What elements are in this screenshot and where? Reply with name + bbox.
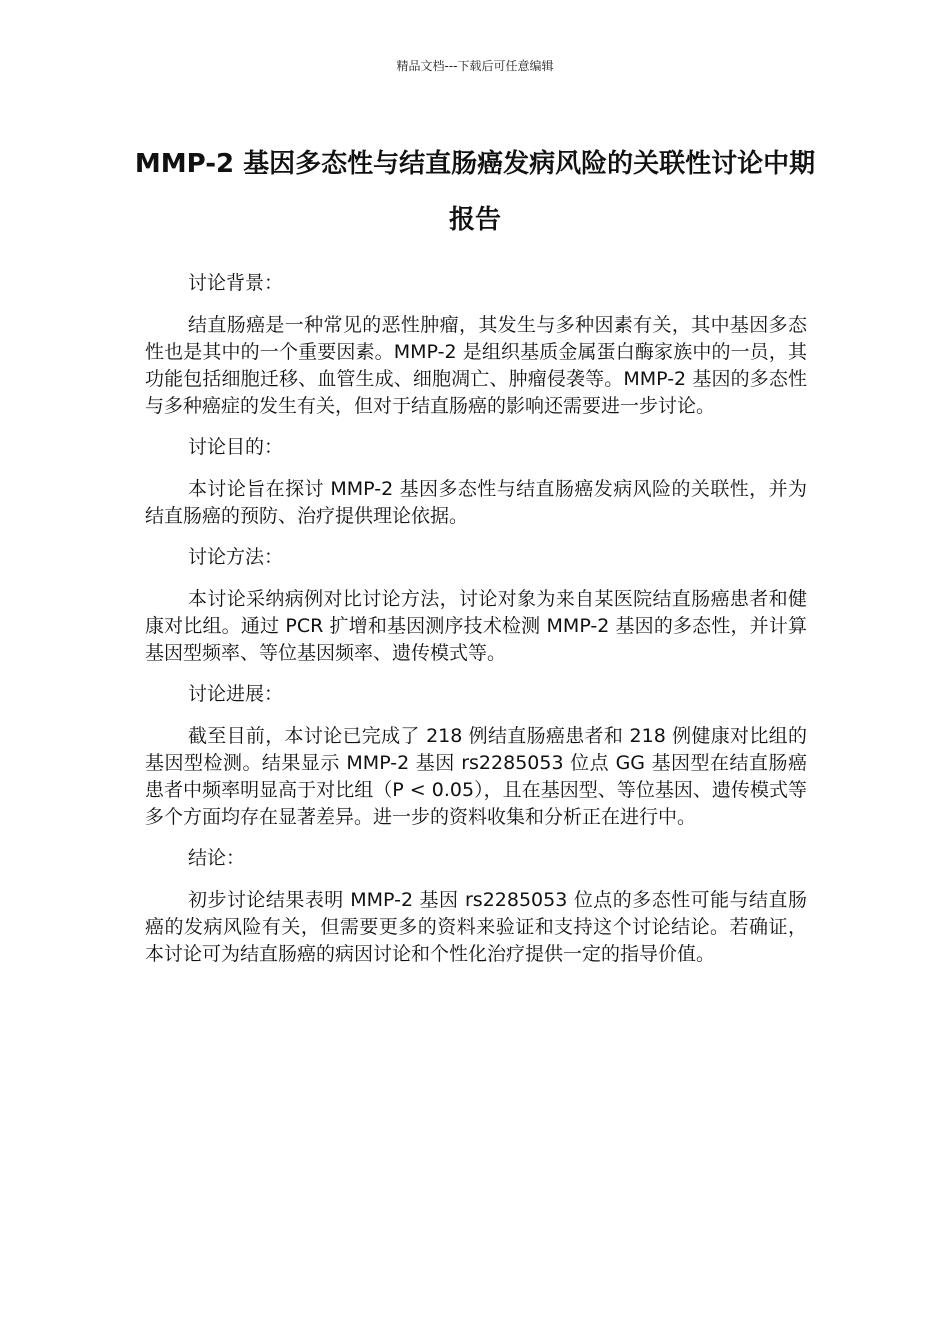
section-paragraph: 本讨论旨在探讨 MMP-2 基因多态性与结直肠癌发病风险的关联性，并为结直肠癌的预防、治疗提供理论依据。 bbox=[145, 478, 807, 527]
section-paragraph: 本讨论采纳病例对比讨论方法，讨论对象为来自某医院结直肠癌患者和健康对比组。通过 PCR 扩增和基因测序技术检测 MMP-2 基因的多态性，并计算基因型频率、等位基因频率、遗传模式等。 bbox=[145, 588, 807, 664]
section-heading: 讨论方法： bbox=[188, 546, 284, 568]
section-paragraph: 截至目前，本讨论已完成了 218 例结直肠癌患者和 218 例健康对比组的基因型检测。结果显示 MMP-2 基因 rs2285053 位点 GG 基因型在结直肠癌患者中频率明显高于对比组（P < 0.05），且在基因型、等位基因、遗传模式等多个方面均存在显著差异。进一步的资料收集和分析正在进行中。 bbox=[145, 725, 807, 828]
header-note: 精品文档---下载后可任意编辑 bbox=[396, 59, 554, 73]
section-background bbox=[145, 270, 807, 420]
section-heading: 讨论目的： bbox=[188, 436, 284, 458]
section-progress bbox=[145, 681, 807, 831]
section-purpose bbox=[145, 434, 807, 530]
section-method bbox=[145, 544, 807, 667]
section-heading: 讨论进展： bbox=[188, 683, 284, 705]
document-title: MMP-2 基因多态性与结直肠癌发病风险的关联性讨论中期报告 bbox=[134, 149, 816, 235]
section-paragraph: 结直肠癌是一种常见的恶性肿瘤，其发生与多种因素有关，其中基因多态性也是其中的一个重要因素。MMP-2 是组织基质金属蛋白酶家族中的一员，其功能包括细胞迁移、血管生成、细胞凋亡、肿瘤侵袭等。MMP-2 基因的多态性与多种癌症的发生有关，但对于结直肠癌的影响还需要进一步讨论。 bbox=[145, 314, 807, 417]
section-heading: 讨论背景： bbox=[188, 272, 284, 294]
section-conclusion bbox=[145, 845, 807, 968]
document-body bbox=[145, 270, 807, 982]
section-heading: 结论： bbox=[188, 847, 246, 869]
section-paragraph: 初步讨论结果表明 MMP-2 基因 rs2285053 位点的多态性可能与结直肠癌的发病风险有关，但需要更多的资料来验证和支持这个讨论结论。若确证，本讨论可为结直肠癌的病因讨论和个性化治疗提供一定的指导价值。 bbox=[145, 889, 807, 965]
